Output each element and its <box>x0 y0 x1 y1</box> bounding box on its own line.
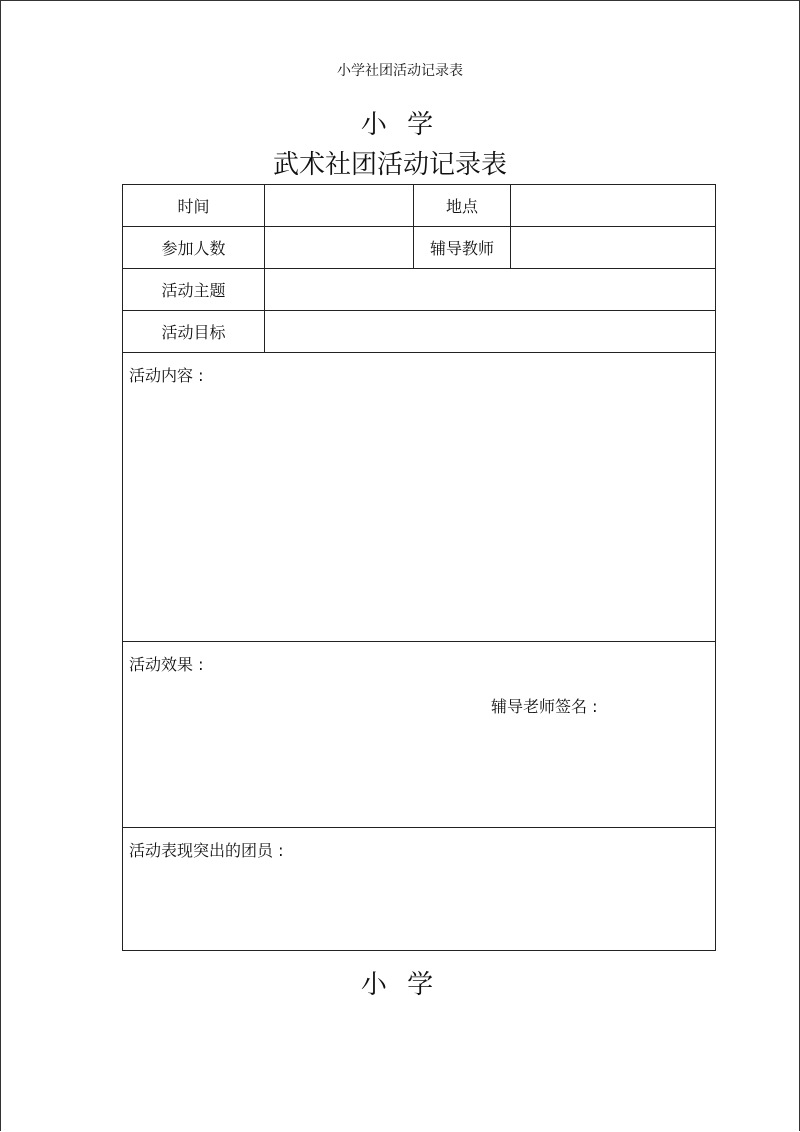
school-title: 小 学 <box>360 110 440 140</box>
footer-school-title: 小 学 <box>360 970 440 1000</box>
effect-area[interactable] <box>123 642 716 828</box>
goal-field[interactable] <box>265 311 716 353</box>
table-row-content <box>123 353 716 642</box>
activity-record-table <box>122 184 716 951</box>
participants-label: 参加人数 <box>123 227 265 269</box>
table-row-time-location <box>123 185 716 227</box>
time-label: 时间 <box>123 185 265 227</box>
content-label: 活动内容 : <box>129 366 204 385</box>
effect-label: 活动效果 : <box>129 655 204 674</box>
theme-field[interactable] <box>265 269 716 311</box>
table-row-goal <box>123 311 716 353</box>
participants-field[interactable] <box>265 227 414 269</box>
goal-label: 活动目标 <box>123 311 265 353</box>
content-area[interactable] <box>123 353 716 642</box>
table-row-outstanding <box>123 828 716 951</box>
location-label: 地点 <box>414 185 511 227</box>
location-field[interactable] <box>511 185 716 227</box>
instructor-label: 辅导教师 <box>414 227 511 269</box>
form-title: 武术社团活动记录表 <box>272 150 507 180</box>
signature-label: 辅导老师签名 : <box>491 697 598 716</box>
instructor-field[interactable] <box>511 227 716 269</box>
table-row-effect <box>123 642 716 828</box>
outstanding-area[interactable] <box>123 828 716 951</box>
time-field[interactable] <box>265 185 414 227</box>
table-row-theme <box>123 269 716 311</box>
table-row-participants-instructor <box>123 227 716 269</box>
theme-label: 活动主题 <box>123 269 265 311</box>
running-header: 小学社团活动记录表 <box>337 63 463 79</box>
outstanding-label: 活动表现突出的团员 : <box>129 841 284 860</box>
